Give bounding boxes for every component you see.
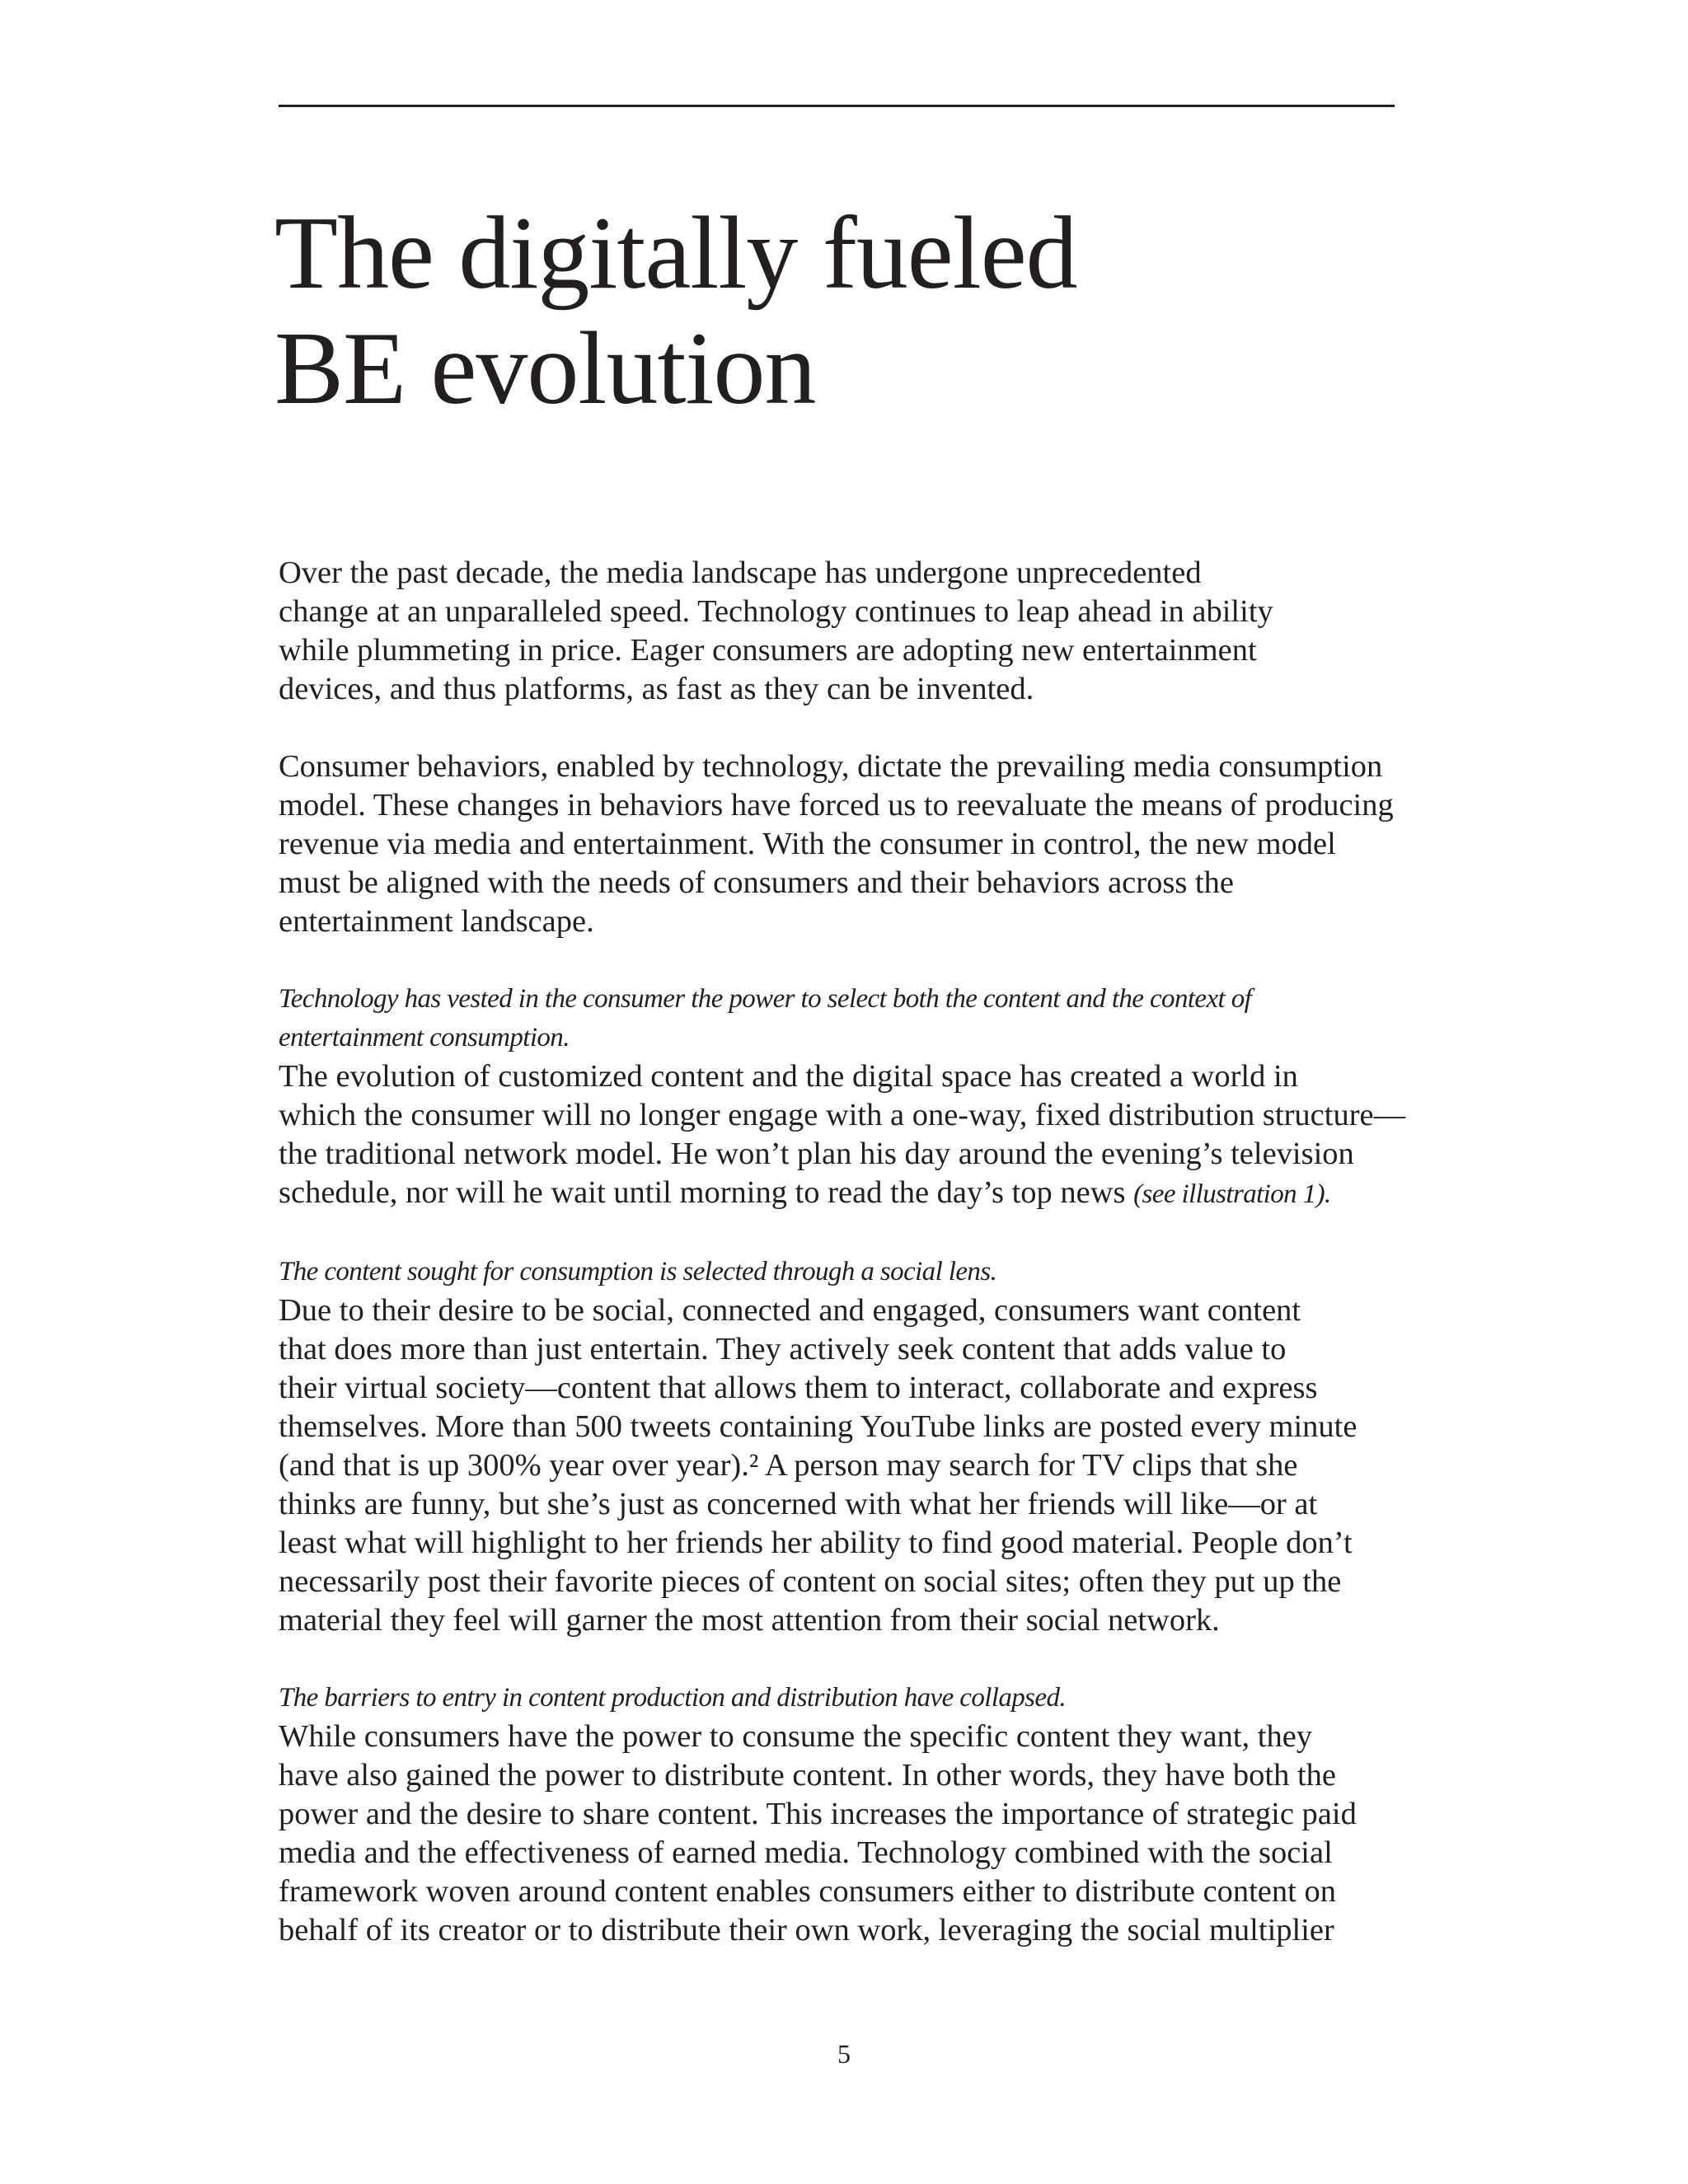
text-line: their virtual society—content that allows them to interact, collaborate and express	[279, 1371, 1318, 1405]
text-line: thinks are funny, but she’s just as concerned with what her friends will like—or at	[279, 1487, 1318, 1521]
text-line: framework woven around content enables consumers either to distribute content on	[279, 1874, 1336, 1909]
text-line: the traditional network model. He won’t plan his day around the evening’s television	[279, 1137, 1354, 1171]
text-line: necessarily post their favorite pieces of content on social sites; often they put up the	[279, 1564, 1342, 1599]
text-line: that does more than just entertain. They actively seek content that adds value to	[279, 1332, 1287, 1366]
page-number: 5	[837, 2039, 851, 2069]
text-line: media and the effectiveness of earned media. Technology combined with the social	[279, 1835, 1333, 1870]
text-line: material they feel will garner the most attention from their social network.	[279, 1603, 1220, 1638]
text-line: which the consumer will no longer engage with a one-way, fixed distribution structure—	[279, 1098, 1406, 1132]
text-line: While consumers have the power to consume the specific content they want, they	[279, 1719, 1313, 1754]
text-line: change at an unparalleled speed. Technology continues to leap ahead in ability	[279, 594, 1273, 629]
consumer-behaviors-paragraph	[279, 748, 1432, 941]
customized-content-paragraph	[279, 1057, 1432, 1214]
text-line: must be aligned with the needs of consumers and their behaviors across the	[279, 865, 1234, 900]
text-line: The evolution of customized content and the digital space has created a world in	[279, 1059, 1298, 1094]
body-text	[279, 554, 1432, 1950]
page-title	[274, 196, 1428, 427]
text-line: Over the past decade, the media landscape has undergone unprecedented	[279, 555, 1202, 590]
text-line-content: schedule, nor will he wait until morning to read the day’s top news	[279, 1175, 1134, 1210]
text-line: themselves. More than 500 tweets containing YouTube links are posted every minute	[279, 1409, 1357, 1444]
distribution-paragraph	[279, 1718, 1432, 1950]
lead-line: Technology has vested in the consumer the power to select both the content and the context of	[279, 984, 1252, 1014]
lead-line: entertainment consumption.	[279, 1023, 570, 1052]
social-content-paragraph	[279, 1291, 1432, 1640]
text-line: devices, and thus platforms, as fast as they can be invented.	[279, 672, 1034, 706]
lead-line: The content sought for consumption is selected through a social lens.	[279, 1257, 997, 1286]
section-lead-social-lens	[279, 1253, 1432, 1291]
section-lead-content-context	[279, 980, 1432, 1057]
text-line: entertainment landscape.	[279, 904, 594, 939]
text-line: revenue via media and entertainment. With the consumer in control, the new model	[279, 827, 1336, 861]
text-line: Consumer behaviors, enabled by technology, dictate the prevailing media consumption	[279, 749, 1383, 784]
text-line: have also gained the power to distribute content. In other words, they have both the	[279, 1758, 1336, 1793]
text-line	[279, 1174, 1432, 1214]
top-rule-divider	[279, 105, 1395, 107]
text-line: power and the desire to share content. This increases the importance of strategic paid	[279, 1797, 1357, 1831]
section-lead-barriers	[279, 1679, 1432, 1718]
text-line: model. These changes in behaviors have forced us to reevaluate the means of producing	[279, 788, 1394, 823]
page-title-line: BE evolution	[274, 312, 816, 426]
text-line: least what will highlight to her friends her ability to find good material. People don’t	[279, 1526, 1353, 1560]
lead-line: The barriers to entry in content production and distribution have collapsed.	[279, 1683, 1067, 1713]
text-line: (and that is up 300% year over year).² A person may search for TV clips that she	[279, 1448, 1298, 1483]
page-title-line: The digitally fueled	[274, 196, 1077, 311]
illustration-reference: (see illustration 1).	[1133, 1179, 1331, 1209]
intro-paragraph	[279, 554, 1432, 709]
text-line: behalf of its creator or to distribute their own work, leveraging the social multiplier	[279, 1913, 1334, 1947]
text-line: Due to their desire to be social, connected and engaged, consumers want content	[279, 1293, 1301, 1328]
text-line: while plummeting in price. Eager consumers are adopting new entertainment	[279, 633, 1257, 668]
